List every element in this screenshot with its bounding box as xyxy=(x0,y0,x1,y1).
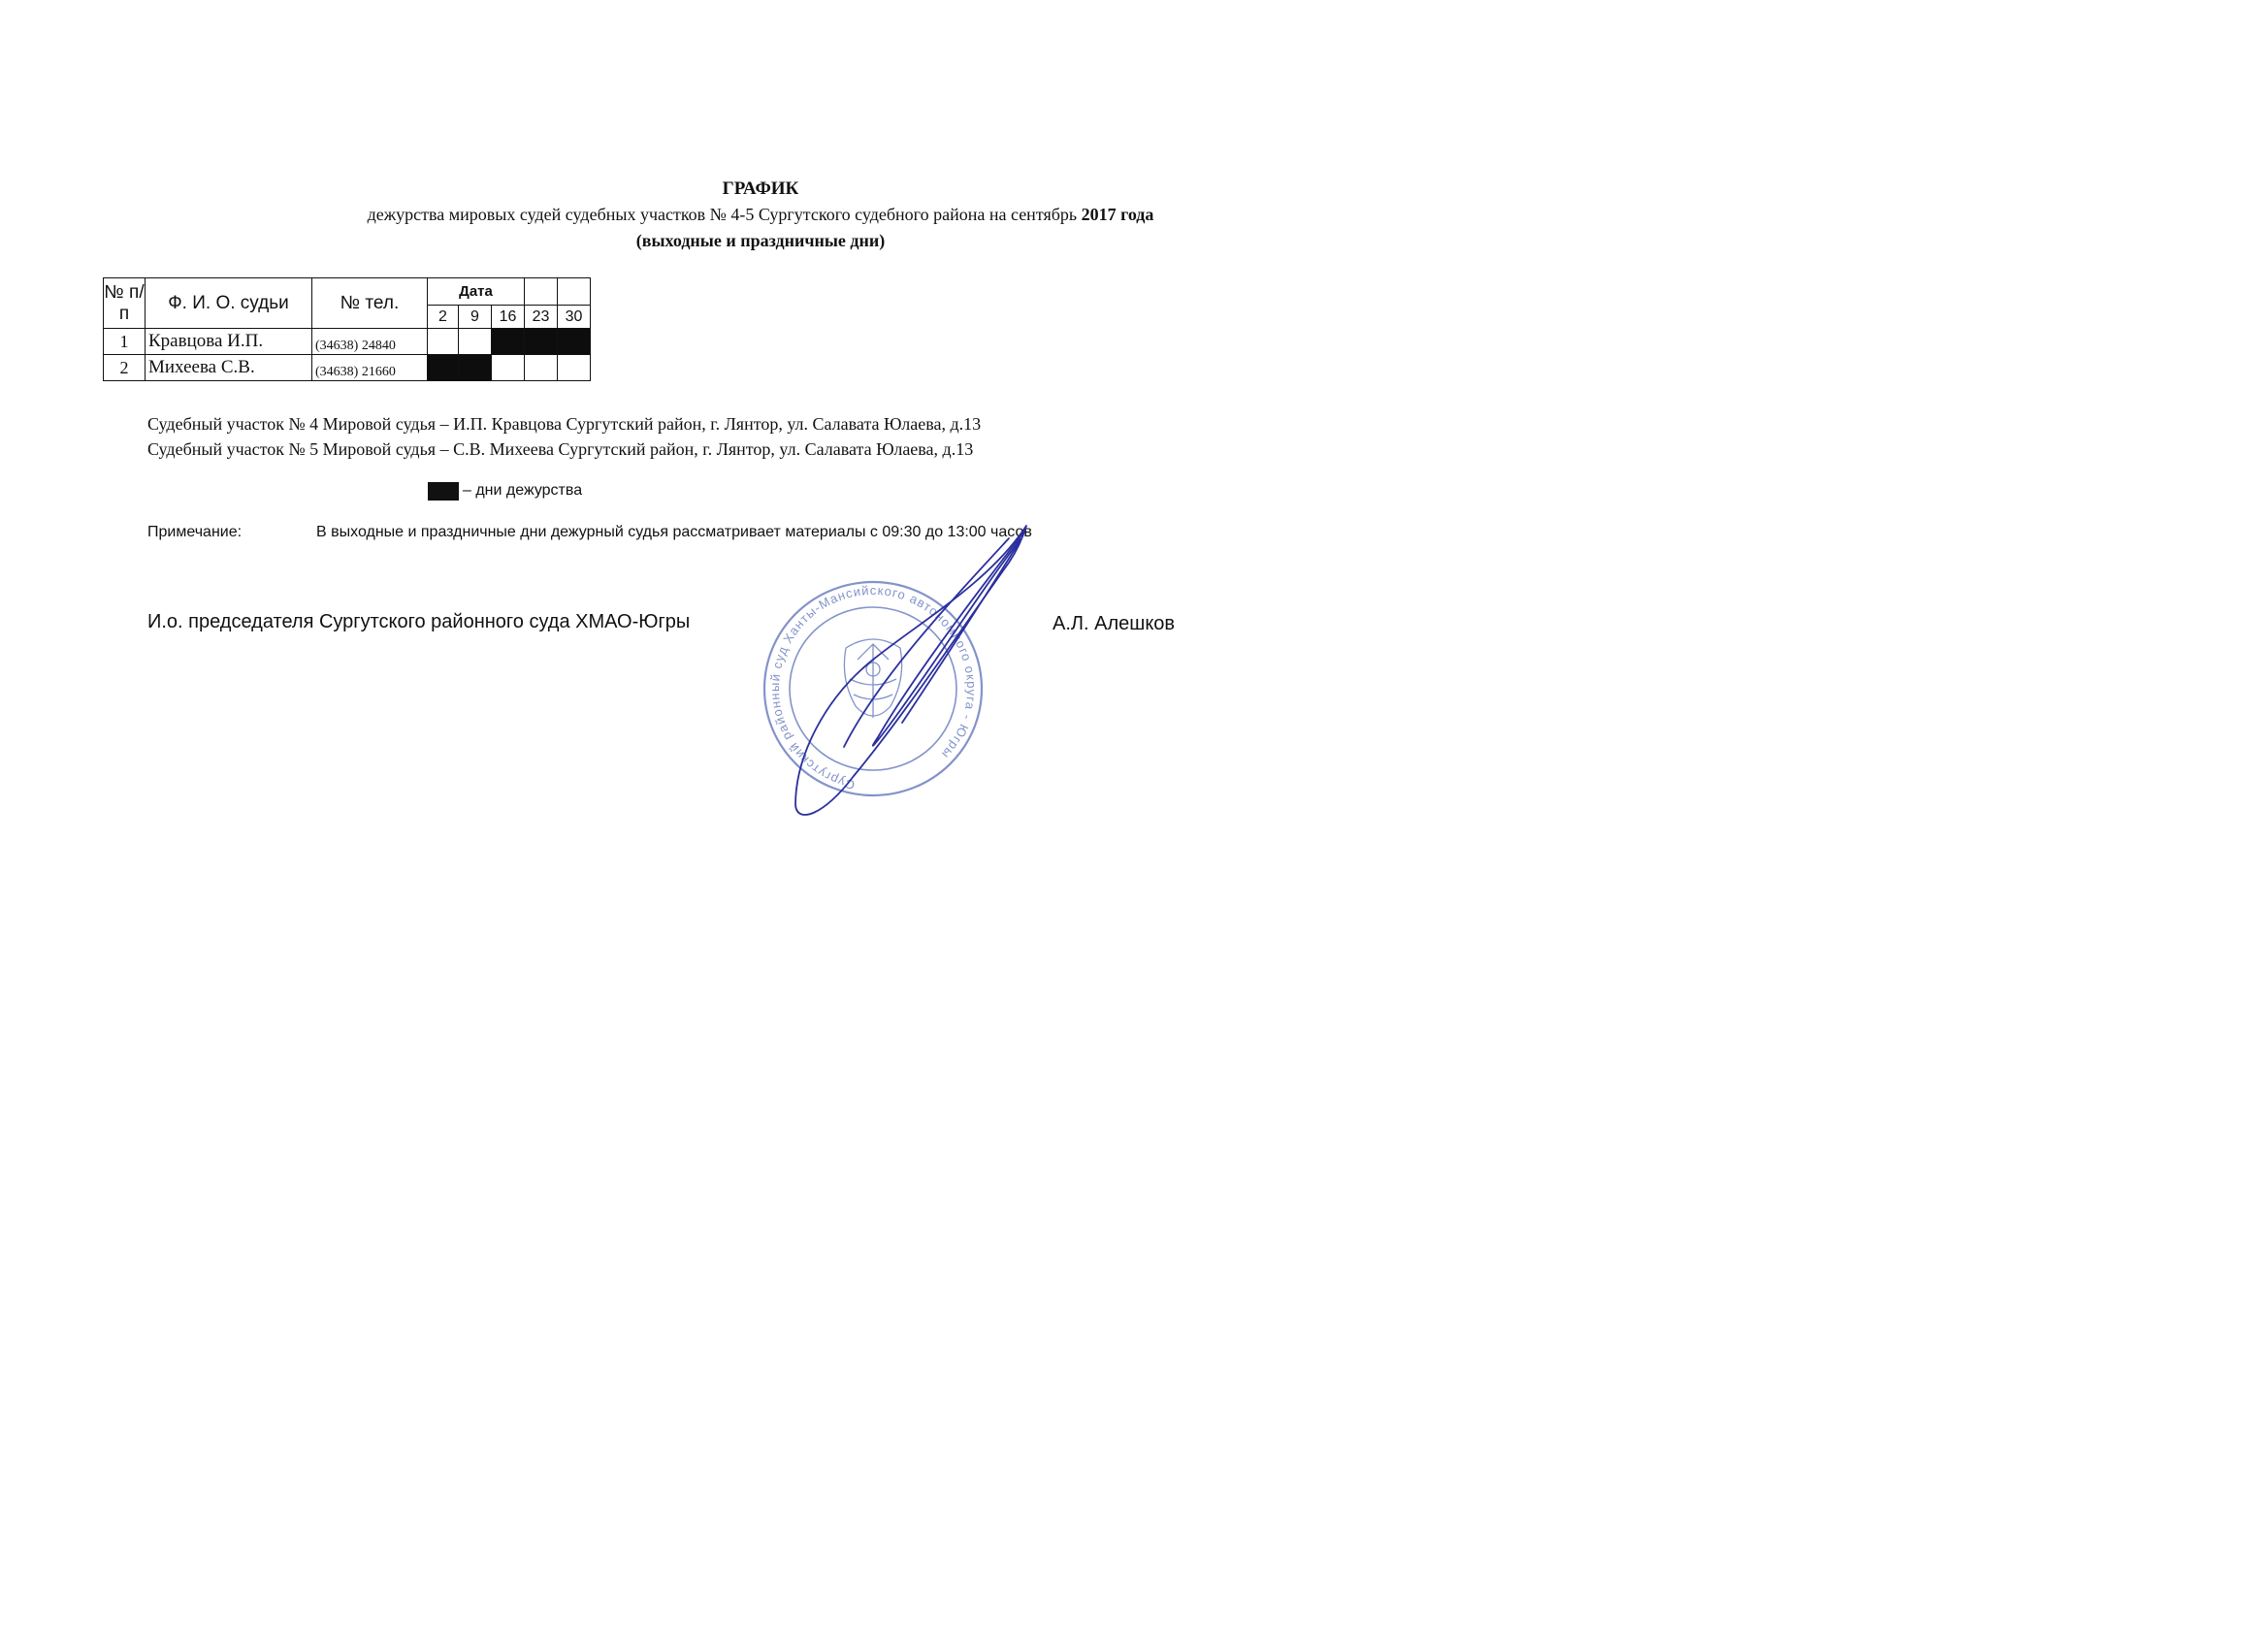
row-phone: (34638) 21660 xyxy=(312,355,428,381)
header-date: Дата xyxy=(428,278,525,306)
row-judge-name: Кравцова И.П. xyxy=(146,329,312,355)
date-cell: 16 xyxy=(492,306,525,329)
header-phone: № тел. xyxy=(312,278,428,329)
stamp-and-signature xyxy=(0,0,1521,1106)
row-number: 1 xyxy=(104,329,146,355)
subtitle-main: дежурства мировых судей судебных участков № 4-5 Сургутского судебного района на сентябрь xyxy=(367,205,1078,224)
date-cell: 2 xyxy=(428,306,459,329)
date-cell: 30 xyxy=(558,306,591,329)
legend-text: – дни дежурства xyxy=(463,482,583,499)
date-cell: 23 xyxy=(525,306,558,329)
court-stamp xyxy=(764,582,982,795)
note-label: Примечание: xyxy=(147,524,243,540)
row-number: 2 xyxy=(104,355,146,381)
date-cell: 9 xyxy=(459,306,492,329)
signatory-name: А.Л. Алешков xyxy=(1053,613,1176,634)
signatory-title: И.о. председателя Сургутского районного суда ХМАО-Югры xyxy=(147,611,691,632)
document-subtitle-days: (выходные и праздничные дни) xyxy=(635,231,886,250)
court-info-line-1: Судебный участок № 4 Мировой судья – И.П. Кравцова Сургутский район, г. Лянтор, ул. Салавата Юлаева, д.13 xyxy=(147,414,982,434)
document-title: ГРАФИК xyxy=(722,178,799,199)
row-phone: (34638) 24840 xyxy=(312,329,428,355)
note-text: В выходные и праздничные дни дежурный судья рассматривает материалы с 09:30 до 13:00 часов xyxy=(316,524,1032,540)
header-name: Ф. И. О. судьи xyxy=(146,278,312,329)
subtitle-year: 2017 года xyxy=(1081,205,1154,224)
row-judge-name: Михеева С.В. xyxy=(146,355,312,381)
court-info-line-2: Судебный участок № 5 Мировой судья – С.В. Михеева Сургутский район, г. Лянтор, ул. Салавата Юлаева, д.13 xyxy=(147,439,974,459)
stamp-text-path: Сургутский районный суд Ханты-Мансийского автономного округа - Югры xyxy=(766,582,980,793)
header-number: № п/п xyxy=(104,278,146,329)
